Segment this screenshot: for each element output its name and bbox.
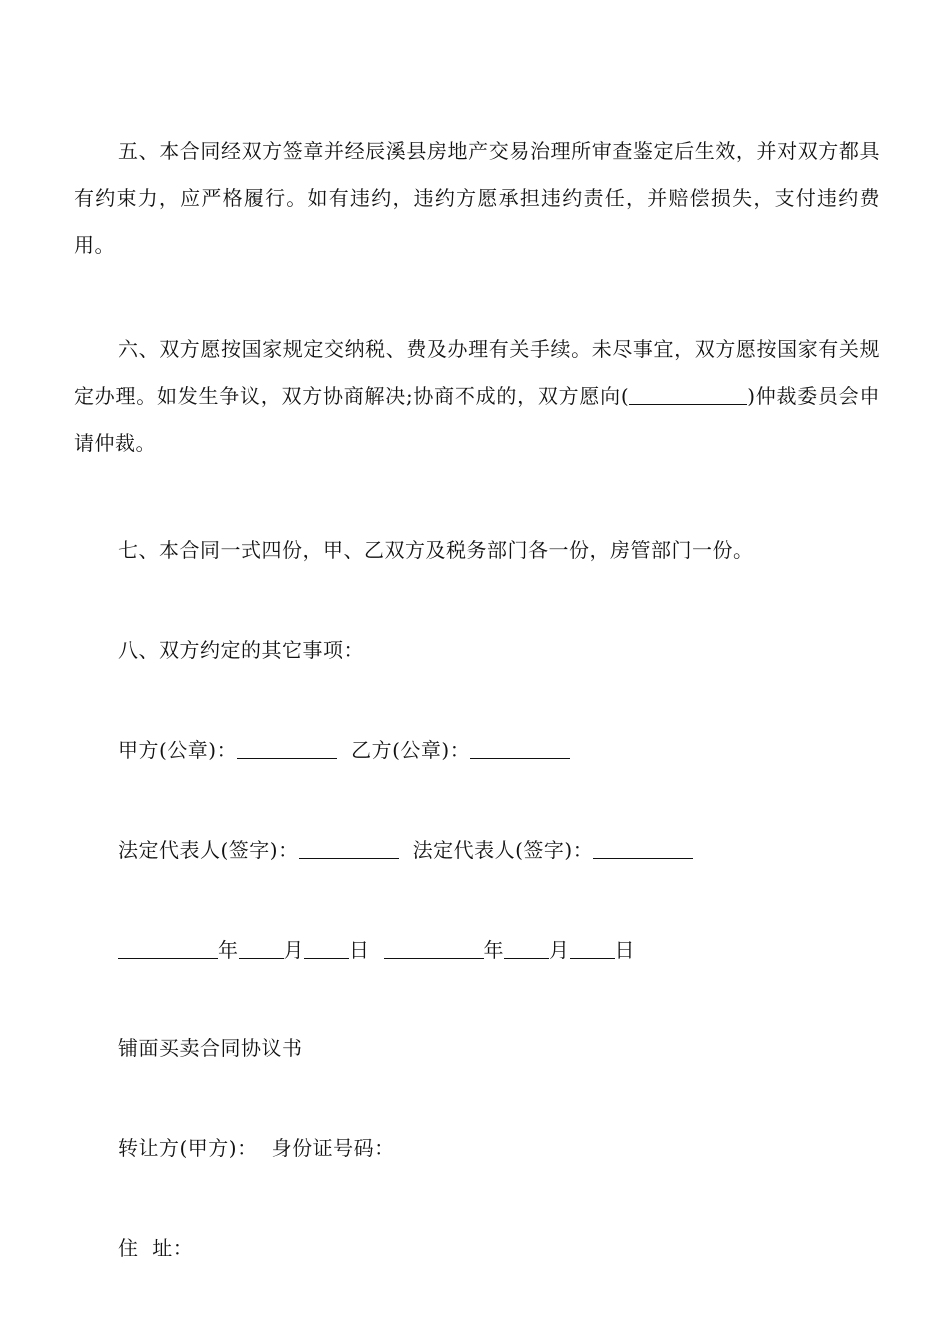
address-label: 住 址： [118,1236,194,1260]
clause-7-text: 七、本合同一式四份，甲、乙双方及税务部门各一份，房管部门一份。 [118,538,754,562]
second-doc-title-text: 铺面买卖合同协议书 [118,1036,303,1060]
seal-line [118,735,570,765]
party-b-seal-blank[interactable] [470,738,570,759]
month-a-blank[interactable] [239,938,284,959]
party-b-seal-label: 乙方(公章)： [351,738,471,762]
rep-a-label: 法定代表人(签字)： [118,838,299,862]
address-line [118,1233,193,1263]
clause-7 [118,535,754,565]
year-b-label: 年 [483,938,504,962]
month-b-blank[interactable] [504,938,549,959]
clause-6-text-part2: )仲裁委员会申请仲裁。 [74,384,880,455]
party-a-seal-label: 甲方(公章)： [118,738,238,762]
rep-b-blank[interactable] [593,838,693,859]
date-line [118,935,635,965]
month-b-label: 月 [549,938,570,962]
transferor-label: 转让方(甲方)： [118,1136,258,1160]
clause-5 [74,128,880,269]
clause-6-text-part1: 六、双方愿按国家规定交纳税、费及办理有关手续。未尽事宜，双方愿按国家有关规定办理。如发生争议，双方协商解决;协商不成的，双方愿向( [74,337,880,408]
clause-8-text: 八、双方约定的其它事项： [118,638,364,662]
day-b-blank[interactable] [570,938,615,959]
month-a-label: 月 [283,938,304,962]
second-doc-title [118,1033,303,1063]
transferor-line [118,1133,395,1163]
rep-b-label: 法定代表人(签字)： [412,838,594,862]
clause-6 [74,326,880,467]
year-a-blank[interactable] [118,938,218,959]
day-a-blank[interactable] [304,938,349,959]
id-number-label: 身份证号码： [271,1136,395,1160]
arbitration-blank[interactable] [629,384,747,405]
party-a-seal-blank[interactable] [237,738,337,759]
clause-5-text: 五、本合同经双方签章并经辰溪县房地产交易治理所审查鉴定后生效，并对双方都具有约束力，应严格履行。如有违约，违约方愿承担违约责任，并赔偿损失，支付违约费用。 [74,139,880,257]
year-a-label: 年 [218,938,239,962]
representative-line [118,835,693,865]
year-b-blank[interactable] [384,938,484,959]
day-a-label: 日 [349,938,370,962]
clause-8 [118,635,364,665]
rep-a-blank[interactable] [299,838,399,859]
day-b-label: 日 [614,938,635,962]
